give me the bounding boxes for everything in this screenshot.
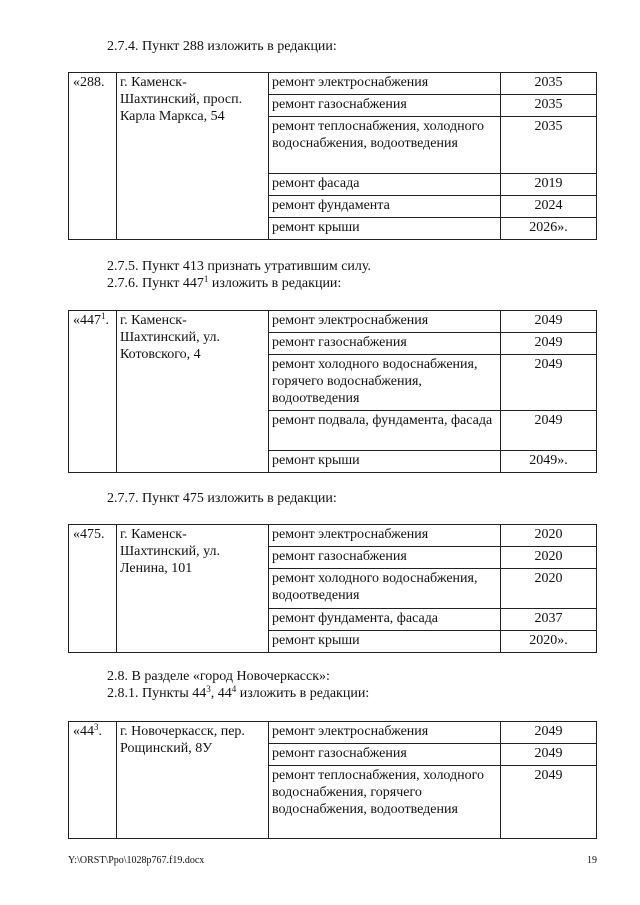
item-address: г. Новочеркасск, пер. Рощинский, 8У	[117, 722, 269, 839]
year-cell: 2035	[501, 95, 597, 117]
paragraph-text: 2.7.6. Пункт 447	[107, 276, 204, 291]
year-cell: 2020».	[501, 631, 597, 653]
item-number: «475.	[69, 525, 117, 653]
year-cell: 2037	[501, 609, 597, 631]
superscript: 4	[231, 684, 237, 694]
paragraph-2-8: 2.8. В разделе «город Новочеркасск»:	[107, 669, 330, 684]
paragraph-2-7-7: 2.7.7. Пункт 475 изложить в редакции:	[107, 491, 337, 506]
item-number-tail: .	[98, 724, 102, 739]
work-cell: ремонт подвала, фундамента, фасада	[269, 411, 501, 451]
work-cell: ремонт электроснабжения	[269, 525, 501, 547]
item-address: г. Каменск-Шахтинский, ул. Ленина, 101	[117, 525, 269, 653]
work-cell: ремонт фасада	[269, 174, 501, 196]
paragraph-2-8-1	[107, 685, 369, 702]
year-cell: 2049	[501, 355, 597, 411]
year-cell: 2049	[501, 744, 597, 766]
item-number	[69, 722, 117, 839]
item-number: «288.	[69, 73, 117, 240]
footer-file-path: Y:\ORST\Ppo\1028p767.f19.docx	[68, 855, 205, 866]
footer-page-number: 19	[587, 855, 597, 866]
work-cell: ремонт крыши	[269, 631, 501, 653]
table-item-288	[68, 72, 597, 240]
work-cell: ремонт крыши	[269, 451, 501, 473]
work-cell: ремонт фундамента	[269, 196, 501, 218]
paragraph-2-7-4: 2.7.4. Пункт 288 изложить в редакции:	[107, 39, 337, 54]
work-cell: ремонт фундамента, фасада	[269, 609, 501, 631]
item-number	[69, 311, 117, 473]
paragraph-2-7-6	[107, 275, 341, 292]
work-cell: ремонт газоснабжения	[269, 547, 501, 569]
year-cell: 2049	[501, 722, 597, 744]
work-cell: ремонт газоснабжения	[269, 95, 501, 117]
year-cell: 2049	[501, 333, 597, 355]
work-cell: ремонт газоснабжения	[269, 744, 501, 766]
year-cell: 2049».	[501, 451, 597, 473]
superscript: 3	[94, 722, 99, 732]
work-cell: ремонт электроснабжения	[269, 722, 501, 744]
item-number-tail: .	[105, 313, 109, 328]
paragraph-text: изложить в редакции:	[236, 686, 370, 701]
paragraph-text: , 44	[210, 686, 232, 701]
year-cell: 2020	[501, 547, 597, 569]
work-cell: ремонт холодного водоснабжения, горячего водоснабжения, водоотведения	[269, 355, 501, 411]
year-cell: 2049	[501, 411, 597, 451]
superscript: 1	[203, 274, 209, 284]
year-cell: 2035	[501, 117, 597, 174]
year-cell: 2019	[501, 174, 597, 196]
paragraph-text: 2.8.1. Пункты 44	[107, 686, 207, 701]
paragraph-2-7-5: 2.7.5. Пункт 413 признать утратившим силу.	[107, 259, 371, 274]
paragraph-text: изложить в редакции:	[208, 276, 342, 291]
work-cell: ремонт холодного водоснабжения, водоотведения	[269, 569, 501, 609]
year-cell: 2035	[501, 73, 597, 95]
superscript: 3	[206, 684, 211, 694]
table-item-44-3	[68, 721, 597, 839]
work-cell: ремонт газоснабжения	[269, 333, 501, 355]
work-cell: ремонт электроснабжения	[269, 311, 501, 333]
year-cell: 2049	[501, 766, 597, 839]
year-cell: 2020	[501, 525, 597, 547]
work-cell: ремонт электроснабжения	[269, 73, 501, 95]
work-cell: ремонт теплоснабжения, холодного водоснабжения, горячего водоснабжения, водоотведения	[269, 766, 501, 839]
year-cell: 2026».	[501, 218, 597, 240]
superscript: 1	[101, 311, 106, 321]
item-address: г. Каменск-Шахтинский, ул. Котовского, 4	[117, 311, 269, 473]
table-item-447-1	[68, 310, 597, 473]
year-cell: 2020	[501, 569, 597, 609]
table-item-475	[68, 524, 597, 653]
year-cell: 2049	[501, 311, 597, 333]
work-cell: ремонт крыши	[269, 218, 501, 240]
item-address: г. Каменск-Шахтинский, просп. Карла Маркса, 54	[117, 73, 269, 240]
work-cell: ремонт теплоснабжения, холодного водоснабжения, водоотведения	[269, 117, 501, 174]
item-number-text: «44	[73, 724, 94, 739]
year-cell: 2024	[501, 196, 597, 218]
item-number-text: «447	[73, 313, 101, 328]
